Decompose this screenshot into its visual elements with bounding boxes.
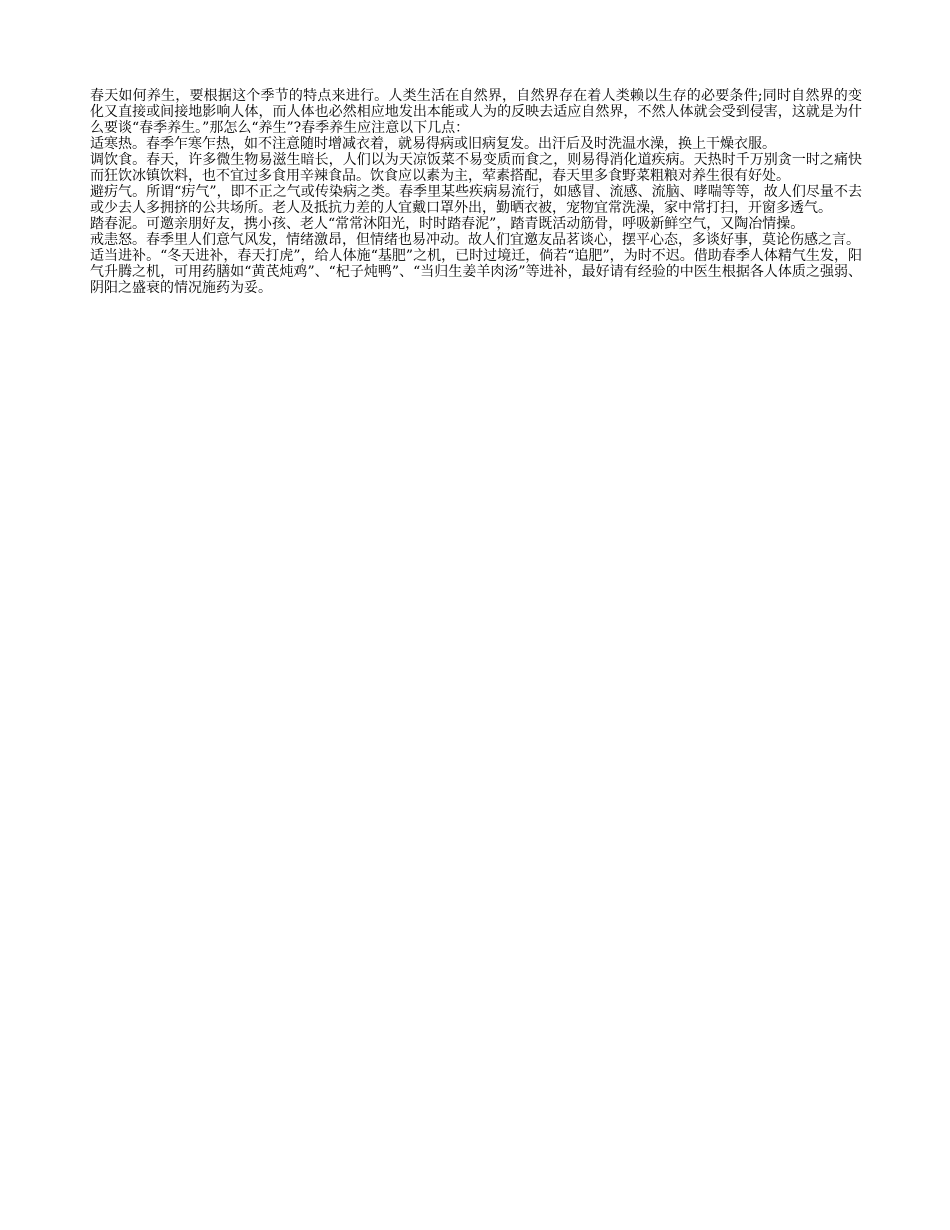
intro-paragraph: 春天如何养生，要根据这个季节的特点来进行。人类生活在自然界，自然界存在着人类赖以生存的必要条件;同时自然界的变化又直接或间接地影响人体，而人体也必然相应地发出本能或人为的反映去适应自然界，不然人体就会受到侵害，这就是为什么要谈“春季养生。”那怎么“养生”?春季养生应注意以下几点：	[90, 88, 862, 136]
paragraph-cold-heat: 适寒热。春季乍寒乍热，如不注意随时增减衣着，就易得病或旧病复发。出汗后及时洗温水澡，换上干燥衣服。	[90, 136, 776, 152]
document-body	[90, 88, 862, 296]
paragraph-diet: 调饮食。春天，许多微生物易滋生暗长，人们以为天凉饭菜不易变质而食之，则易得消化道疾病。天热时千万别贪一时之痛快而狂饮冰镇饮料，也不宜过多食用辛辣食品。饮食应以素为主，荤素搭配，春天里多食野菜粗粮对养生很有好处。	[90, 152, 862, 184]
paragraph-spring-walk: 踏春泥。可邀亲朋好友，携小孩、老人“常常沐阳光，时时踏春泥”，踏青既活动筋骨，呼吸新鲜空气，又陶冶情操。	[90, 216, 805, 232]
paragraph-anger: 戒恚怒。春季里人们意气风发，情绪激昂，但情绪也易冲动。故人们宜邀友品茗谈心，摆平心态，多谈好事，莫论伤感之言。	[90, 232, 860, 248]
paragraph-epidemic: 避疠气。所谓“疠气”，即不正之气或传染病之类。春季里某些疾病易流行，如感冒、流感、流脑、哮喘等等，故人们尽量不去或少去人多拥挤的公共场所。老人及抵抗力差的人宜戴口罩外出，勤晒衣被，宠物宜常洗澡，家中常打扫，开窗多透气。	[90, 184, 862, 216]
paragraph-tonic: 适当进补。“冬天进补，春天打虎”，给人体施“基肥”之机，已时过境迁，倘若“追肥”，为时不迟。借助春季人体精气生发，阳气升腾之机，可用药膳如“黄芪炖鸡”、“杞子炖鸭”、“当归生姜羊肉汤”等进补，最好请有经验的中医生根据各人体质之强弱、阴阳之盛衰的情况施药为妥。	[90, 248, 862, 296]
